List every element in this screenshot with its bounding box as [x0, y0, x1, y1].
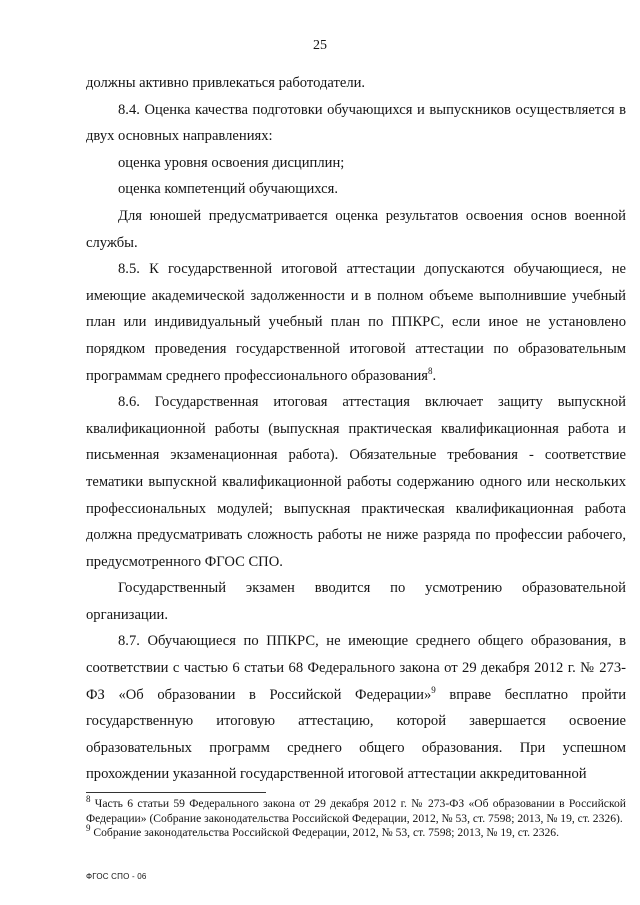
footnote-ref-9: 9 [431, 684, 436, 695]
body-text [86, 70, 626, 788]
paragraph-8-5 [86, 256, 626, 389]
footnote-9-text: Собрание законодательства Российской Федерации, 2012, № 53, ст. 7598; 2013, № 19, ст. 2326. [90, 826, 559, 840]
footnote-ref-8: 8 [428, 365, 433, 376]
page-number: 25 [313, 38, 327, 53]
footnote-divider [86, 792, 266, 793]
paragraph-8-5-text: 8.5. К государственной итоговой аттестации допускаются обучающиеся, не имеющие академической задолженности и в полном объеме выполнившие учебный план или индивидуальный учебный план по ППКРС, если иное не установлено порядком проведения государственной итоговой аттестации по образовательным программам среднего профессионального образования [86, 261, 626, 384]
footnote-8-text: Часть 6 статьи 59 Федерального закона от 29 декабря 2012 г. № 273-ФЗ «Об образовании в Российской Федерации» (Собрание законодательства Российской Федерации, 2012, № 53, ст. 7598; 2013, № 19, ст. 2326). [86, 797, 626, 825]
paragraph-military-service: Для юношей предусматривается оценка результатов освоения основ военной службы. [86, 207, 626, 251]
paragraph-state-exam: Государственный экзамен вводится по усмотрению образовательной организации. [86, 580, 626, 623]
paragraph-8-4: 8.4. Оценка качества подготовки обучающихся и выпускников осуществляется в двух основных направлениях: [86, 101, 626, 145]
paragraph-8-7-text: 8.7. Обучающиеся по ППКРС, не имеющие среднего общего образования, в соответствии с частью 6 статьи 68 Федерального закона от 29 декабря 2012 г. № 273-ФЗ «Об образовании в Российской Федерации» [86, 633, 626, 703]
paragraph-8-5-end: . [432, 367, 437, 384]
footnote-9-marker: 9 [86, 823, 91, 834]
footnote-8 [86, 794, 626, 826]
list-item-competence-assessment: оценка компетенций обучающихся. [118, 181, 338, 198]
footnote-8-marker: 8 [86, 794, 91, 805]
paragraph-8-6: 8.6. Государственная итоговая аттестация включает защиту выпускной квалификационной работы (выпускная практическая квалификационная работа и письменная экзаменационная работа). Обязательные требования - соответствие тематики выпускной квалификационной работы содержанию одного или нескольких профессиональных модулей; выпускная практическая квалификационная работа должна предусматривать сложность работы не ниже разряда по профессии рабочего, предусмотренного ФГОС СПО. [86, 394, 626, 570]
document-footer-label: ФГОС СПО - 06 [86, 872, 147, 881]
paragraph-8-7-end: вправе бесплатно пройти государственную итоговую аттестацию, которой завершается освоение образовательных программ среднего общего образования. При успешном прохождении указанной государственной итоговой аттестации аккредитованной [86, 686, 627, 783]
footnote-9 [86, 823, 626, 841]
list-item-discipline-assessment: оценка уровня освоения дисциплин; [118, 154, 345, 171]
paragraph-8-7 [86, 628, 626, 788]
paragraph-continuation: должны активно привлекаться работодатели. [86, 75, 366, 91]
footnotes [86, 794, 626, 841]
